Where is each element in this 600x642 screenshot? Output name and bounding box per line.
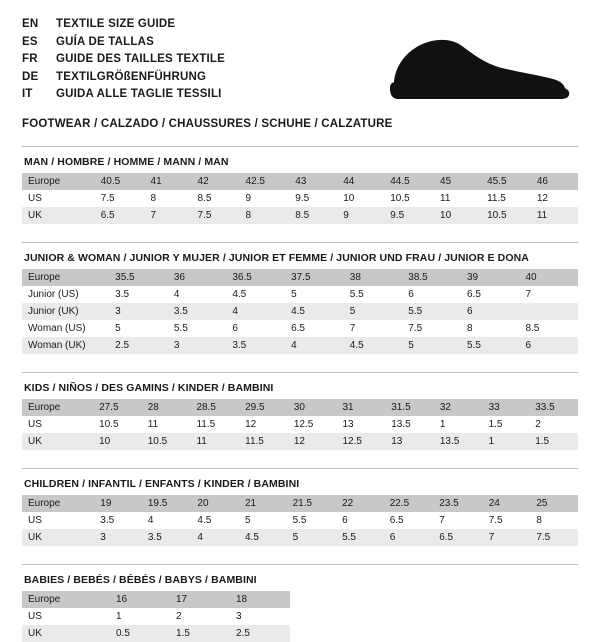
language-title: GUIDA ALLE TAGLIE TESSILI [56,88,222,101]
language-code: DE [22,70,39,83]
row-label: Europe [22,269,109,286]
row-label: US [22,608,110,625]
size-cell: 4 [285,337,344,354]
size-cell: 9 [239,190,289,207]
size-cell: 5 [287,529,337,546]
size-cell: 3 [109,303,168,320]
size-cell: 19 [94,495,142,512]
size-cell: 3 [94,529,142,546]
size-cell: 3 [168,337,226,354]
size-cell: 2 [170,608,230,625]
size-cell: 4 [226,303,285,320]
size-cell: 1 [110,608,170,625]
size-cell: 9 [337,207,384,224]
size-cell: 40 [519,269,578,286]
size-cell: 8.5 [289,207,337,224]
section-divider [22,564,578,565]
size-cell: 38.5 [402,269,461,286]
size-cell: 7.5 [402,320,461,337]
size-cell: 11.5 [190,416,239,433]
size-cell: 11 [190,433,239,450]
size-cell: 6 [336,512,384,529]
size-cell: 36.5 [226,269,285,286]
size-cell: 8.5 [192,190,240,207]
size-cell: 4.5 [191,512,239,529]
size-cell: 28 [142,399,191,416]
row-label: Junior (UK) [22,303,109,320]
document-header [22,16,578,128]
size-cell: 9.5 [289,190,337,207]
size-section [22,468,578,546]
size-table [22,399,578,450]
size-cell: 6.5 [384,512,434,529]
size-cell: 7 [483,529,531,546]
size-cell: 44.5 [384,173,434,190]
size-cell: 4 [168,286,226,303]
size-cell: 5 [285,286,344,303]
size-cell: 6 [461,303,519,320]
table-row [22,320,578,337]
size-cell: 45 [434,173,481,190]
size-cell: 3.5 [94,512,142,529]
size-cell: 24 [483,495,531,512]
table-row [22,608,290,625]
size-cell: 39 [461,269,519,286]
language-code: EN [22,18,39,30]
size-cell: 37.5 [285,269,344,286]
language-code: IT [22,88,33,101]
size-cell: 1.5 [483,416,530,433]
section-title: KIDS / NIÑOS / DES GAMINS / KINDER / BAMBINI [24,382,274,394]
size-cell: 4 [142,512,192,529]
size-cell: 5.5 [287,512,337,529]
size-cell: 6.5 [95,207,145,224]
row-label: US [22,416,93,433]
size-cell: 5 [109,320,168,337]
table-row [22,286,578,303]
size-cell: 30 [288,399,337,416]
size-table [22,269,578,354]
size-cell [519,303,578,320]
size-cell: 5.5 [344,286,402,303]
size-cell: 11 [434,190,481,207]
size-cell: 8 [145,190,192,207]
size-cell: 6 [384,529,434,546]
size-cell: 16 [110,591,170,608]
size-cell: 7.5 [530,529,578,546]
size-cell: 22.5 [384,495,434,512]
size-cell: 3.5 [168,303,226,320]
size-cell: 46 [531,173,578,190]
size-cell: 22 [336,495,384,512]
table-row [22,337,578,354]
size-cell: 5.5 [402,303,461,320]
size-cell: 31.5 [385,399,434,416]
size-cell: 10 [93,433,142,450]
size-cell: 3.5 [226,337,285,354]
size-cell: 13 [337,416,386,433]
table-row [22,529,578,546]
size-cell: 7 [344,320,402,337]
size-section [22,564,578,642]
row-label: Woman (US) [22,320,109,337]
size-cell: 6 [519,337,578,354]
size-cell: 20 [191,495,239,512]
size-cell: 11.5 [239,433,288,450]
language-title: TEXTILGRÖßENFÜHRUNG [56,70,207,83]
size-cell: 1.5 [529,433,578,450]
size-cell: 7.5 [483,512,531,529]
table-header-row [22,173,578,190]
size-cell: 0.5 [110,625,170,642]
category-title: FOOTWEAR / CALZADO / CHAUSSURES / SCHUHE / CALZATURE [22,117,393,130]
size-cell: 9.5 [384,207,434,224]
size-table [22,173,578,224]
size-cell: 33.5 [529,399,578,416]
size-cell: 10.5 [142,433,191,450]
size-cell: 5.5 [168,320,226,337]
row-label: US [22,190,95,207]
row-label: Europe [22,399,93,416]
size-section [22,372,578,450]
size-cell: 6.5 [285,320,344,337]
size-cell: 11 [531,207,578,224]
section-divider [22,242,578,243]
size-cell: 1 [434,416,483,433]
section-title: MAN / HOMBRE / HOMME / MANN / MAN [24,156,229,168]
size-cell: 6.5 [433,529,483,546]
table-row [22,416,578,433]
size-cell: 42.5 [239,173,289,190]
size-section [22,146,578,224]
size-cell: 12 [531,190,578,207]
size-cell: 1.5 [170,625,230,642]
size-cell: 6.5 [461,286,519,303]
size-cell: 12 [288,433,337,450]
section-title: BABIES / BEBÉS / BÉBÉS / BABYS / BAMBINI [24,574,257,586]
dress-shoe-icon [382,26,572,106]
table-row [22,625,290,642]
language-code: FR [22,53,38,66]
size-cell: 5 [402,337,461,354]
size-cell: 4.5 [226,286,285,303]
table-row [22,433,578,450]
size-cell: 10 [337,190,384,207]
table-header-row [22,269,578,286]
size-cell: 5 [239,512,287,529]
size-cell: 3.5 [109,286,168,303]
section-divider [22,146,578,147]
size-cell: 45.5 [481,173,531,190]
size-cell: 27.5 [93,399,142,416]
size-cell: 17 [170,591,230,608]
size-cell: 11 [142,416,191,433]
size-cell: 3.5 [142,529,192,546]
row-label: Junior (US) [22,286,109,303]
size-cell: 19.5 [142,495,192,512]
row-label: Woman (UK) [22,337,109,354]
size-cell: 44 [337,173,384,190]
language-title: GUÍA DE TALLAS [56,35,154,48]
size-cell: 4 [191,529,239,546]
size-cell: 21 [239,495,287,512]
size-cell: 7.5 [192,207,240,224]
row-label: UK [22,625,110,642]
size-cell: 4.5 [239,529,287,546]
row-label: Europe [22,173,95,190]
size-cell: 7 [145,207,192,224]
language-code: ES [22,35,38,48]
size-cell: 25 [530,495,578,512]
size-cell: 8 [530,512,578,529]
size-cell: 5.5 [461,337,519,354]
section-title: CHILDREN / INFANTIL / ENFANTS / KINDER / BAMBINI [24,478,300,490]
size-section [22,242,578,354]
size-cell: 10.5 [93,416,142,433]
section-divider [22,372,578,373]
size-cell: 41 [145,173,192,190]
size-cell: 28.5 [190,399,239,416]
size-cell: 8 [239,207,289,224]
table-row [22,190,578,207]
size-cell: 5.5 [336,529,384,546]
size-cell: 38 [344,269,402,286]
size-tables-container [22,146,578,642]
size-cell: 7.5 [95,190,145,207]
size-cell: 36 [168,269,226,286]
size-cell: 8 [461,320,519,337]
size-cell: 12.5 [337,433,386,450]
size-cell: 13 [385,433,434,450]
language-title: TEXTILE SIZE GUIDE [56,18,176,30]
size-cell: 31 [337,399,386,416]
size-cell: 43 [289,173,337,190]
table-header-row [22,399,578,416]
size-cell: 33 [483,399,530,416]
table-header-row [22,495,578,512]
size-cell: 2.5 [230,625,290,642]
row-label: UK [22,529,94,546]
size-cell: 21.5 [287,495,337,512]
row-label: UK [22,207,95,224]
size-cell: 23.5 [433,495,483,512]
section-divider [22,468,578,469]
size-cell: 7 [519,286,578,303]
size-cell: 2.5 [109,337,168,354]
size-cell: 6 [226,320,285,337]
row-label: Europe [22,495,94,512]
size-cell: 2 [529,416,578,433]
size-cell: 1 [483,433,530,450]
language-title: GUIDE DES TAILLES TEXTILE [56,53,225,66]
size-cell: 6 [402,286,461,303]
size-cell: 35.5 [109,269,168,286]
size-cell: 40.5 [95,173,145,190]
row-label: Europe [22,591,110,608]
size-cell: 4.5 [344,337,402,354]
size-cell: 5 [344,303,402,320]
size-cell: 29.5 [239,399,288,416]
size-cell: 42 [192,173,240,190]
table-row [22,303,578,320]
size-cell: 13.5 [385,416,434,433]
table-row [22,207,578,224]
size-cell: 12.5 [288,416,337,433]
size-cell: 10.5 [481,207,531,224]
row-label: US [22,512,94,529]
section-title: JUNIOR & WOMAN / JUNIOR Y MUJER / JUNIOR ET FEMME / JUNIOR UND FRAU / JUNIOR E DONA [24,252,529,264]
size-table [22,591,290,642]
table-row [22,512,578,529]
size-cell: 12 [239,416,288,433]
size-cell: 18 [230,591,290,608]
row-label: UK [22,433,93,450]
size-cell: 10.5 [384,190,434,207]
size-cell: 11.5 [481,190,531,207]
size-cell: 8.5 [519,320,578,337]
size-cell: 3 [230,608,290,625]
size-cell: 4.5 [285,303,344,320]
size-cell: 32 [434,399,483,416]
size-cell: 7 [433,512,483,529]
size-cell: 13.5 [434,433,483,450]
size-table [22,495,578,546]
size-cell: 10 [434,207,481,224]
